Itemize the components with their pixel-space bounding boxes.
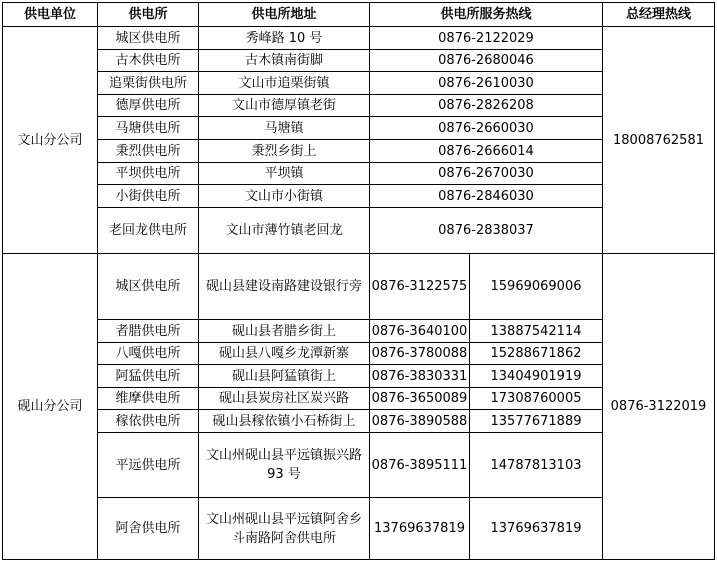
station-address: 砚山县建设南路建设银行旁 [205, 279, 362, 294]
station-phone: 0876-3640100 [371, 323, 468, 339]
station-name: 稼依供电所 [115, 413, 181, 429]
station-phone: 0876-2838037 [438, 223, 534, 238]
station-mobile: 13404901919 [490, 368, 582, 384]
border-right [714, 2, 715, 560]
station-phone: 0876-3650089 [371, 391, 468, 406]
station-mobile: 13769637819 [490, 521, 582, 536]
station-address: 砚山县稼依镇小石桥街上 [212, 413, 356, 429]
station-phone: 0876-3895111 [371, 457, 468, 473]
station-mobile: 13887542114 [490, 323, 582, 339]
station-name: 城区供电所 [115, 279, 181, 294]
station-address: 文山市追栗街镇 [238, 75, 330, 91]
header-service-hotline: 供电所服务热线 [440, 7, 532, 22]
station-phone: 0876-2670030 [438, 166, 534, 181]
station-phone: 0876-2826208 [438, 98, 534, 113]
station-address: 文山州砚山县平远镇阿舍乡斗南路阿舍供电所 [205, 511, 362, 546]
station-name: 平坝供电所 [115, 166, 181, 181]
station-phone: 13769637819 [374, 521, 465, 536]
header-unit: 供电单位 [23, 7, 76, 22]
station-name: 小街供电所 [115, 188, 181, 204]
station-address: 文山市小街镇 [244, 188, 323, 204]
station-name: 阿舍供电所 [115, 521, 181, 536]
station-phone: 0876-2666014 [438, 143, 534, 159]
unit-yanshan: 砚山分公司 [17, 399, 83, 414]
station-name: 阿猛供电所 [115, 368, 181, 384]
station-name: 追栗街供电所 [108, 75, 187, 91]
border-bottom [2, 559, 715, 560]
station-address: 砚山县炭房社区炭兴路 [218, 391, 349, 406]
station-address: 古木镇南街脚 [244, 53, 323, 68]
station-name: 者腊供电所 [115, 323, 181, 339]
station-name: 古木供电所 [115, 53, 181, 68]
station-phone: 0876-2680046 [438, 53, 534, 68]
station-phone: 0876-2660030 [438, 120, 534, 136]
station-address: 砚山县阿猛镇街上 [231, 368, 336, 384]
header-station: 供电所 [128, 7, 168, 22]
station-name: 平远供电所 [115, 457, 181, 473]
station-address: 砚山县者腊乡街上 [231, 323, 336, 339]
station-mobile: 15288671862 [490, 346, 582, 361]
station-name: 八嘎供电所 [115, 346, 181, 361]
manager-hotline-wenshan: 18008762581 [613, 132, 704, 148]
station-address: 秉烈乡街上 [251, 143, 317, 159]
station-address: 文山州砚山县平远镇振兴路 93 号 [205, 448, 362, 482]
station-phone: 0876-2610030 [438, 75, 534, 91]
station-name: 城区供电所 [115, 30, 181, 46]
station-address: 秀峰路 10 号 [245, 30, 323, 46]
manager-hotline-yanshan: 0876-3122019 [610, 399, 707, 414]
unit-wenshan: 文山分公司 [17, 132, 83, 148]
station-phone: 0876-3830331 [371, 368, 468, 384]
station-name: 维摩供电所 [115, 391, 181, 406]
station-phone: 0876-3122575 [371, 279, 468, 294]
station-name: 马塘供电所 [115, 120, 181, 136]
station-mobile: 13577671889 [490, 413, 582, 429]
header-manager-hotline: 总经理热线 [625, 7, 691, 22]
station-address: 砚山县八嘎乡龙潭新寨 [218, 346, 349, 361]
header-address: 供电所地址 [251, 7, 317, 22]
station-address: 平坝镇 [264, 166, 304, 181]
station-mobile: 15969069006 [490, 279, 582, 294]
station-name: 老回龙供电所 [108, 223, 187, 238]
station-address: 文山市德厚镇老街 [231, 98, 336, 113]
station-phone: 0876-2122029 [438, 30, 534, 46]
station-address: 文山市薄竹镇老回龙 [225, 223, 343, 238]
station-phone: 0876-3890588 [371, 413, 468, 429]
station-phone: 0876-2846030 [438, 188, 534, 204]
station-phone: 0876-3780088 [371, 346, 468, 361]
station-address: 马塘镇 [264, 120, 304, 136]
station-mobile: 17308760005 [490, 391, 582, 406]
station-name: 秉烈供电所 [115, 143, 181, 159]
station-mobile: 14787813103 [490, 457, 582, 473]
station-name: 德厚供电所 [115, 98, 181, 113]
